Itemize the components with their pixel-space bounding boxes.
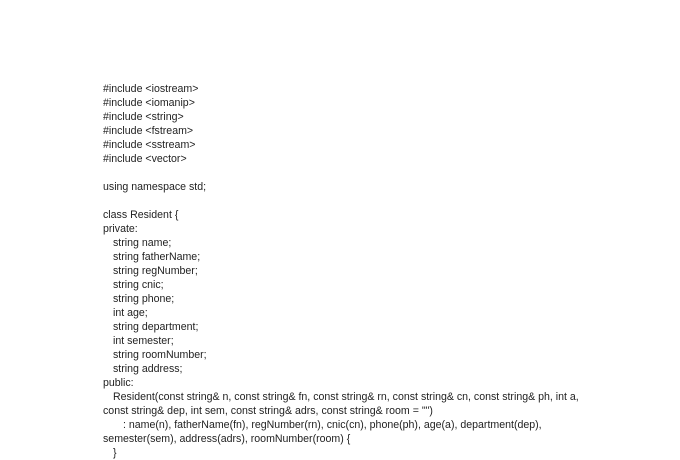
code-line: class Resident { (103, 209, 179, 221)
code-line: string fatherName; (113, 251, 201, 263)
code-line: string regNumber; (113, 265, 198, 277)
code-line: semester(sem), address(adrs), roomNumber(room) { (103, 433, 351, 445)
code-line: #include <iomanip> (103, 97, 195, 109)
code-line: const string& dep, int sem, const string& adrs, const string& room = "") (103, 405, 433, 417)
code-line: int age; (113, 307, 148, 319)
code-line: #include <string> (103, 111, 184, 123)
code-line: #include <vector> (103, 153, 187, 165)
code-line: } (113, 447, 117, 459)
code-block (103, 82, 663, 460)
code-line: string address; (113, 363, 183, 375)
blank-line (103, 194, 663, 208)
code-line: int semester; (113, 335, 174, 347)
blank-line (103, 166, 663, 180)
code-line: #include <sstream> (103, 139, 196, 151)
code-line: : name(n), fatherName(fn), regNumber(rn), cnic(cn), phone(ph), age(a), department(dep), (123, 419, 542, 431)
code-line: string department; (113, 321, 199, 333)
code-line: private: (103, 223, 138, 235)
code-line: #include <fstream> (103, 125, 194, 137)
code-line: string cnic; (113, 279, 164, 291)
code-line: public: (103, 377, 134, 389)
code-line: string phone; (113, 293, 175, 305)
code-line: #include <iostream> (103, 83, 199, 95)
code-line: string roomNumber; (113, 349, 207, 361)
code-line: string name; (113, 237, 172, 249)
code-line: using namespace std; (103, 181, 207, 193)
code-line: Resident(const string& n, const string& fn, const string& rn, const string& cn, const string& ph, int a, (113, 391, 579, 403)
